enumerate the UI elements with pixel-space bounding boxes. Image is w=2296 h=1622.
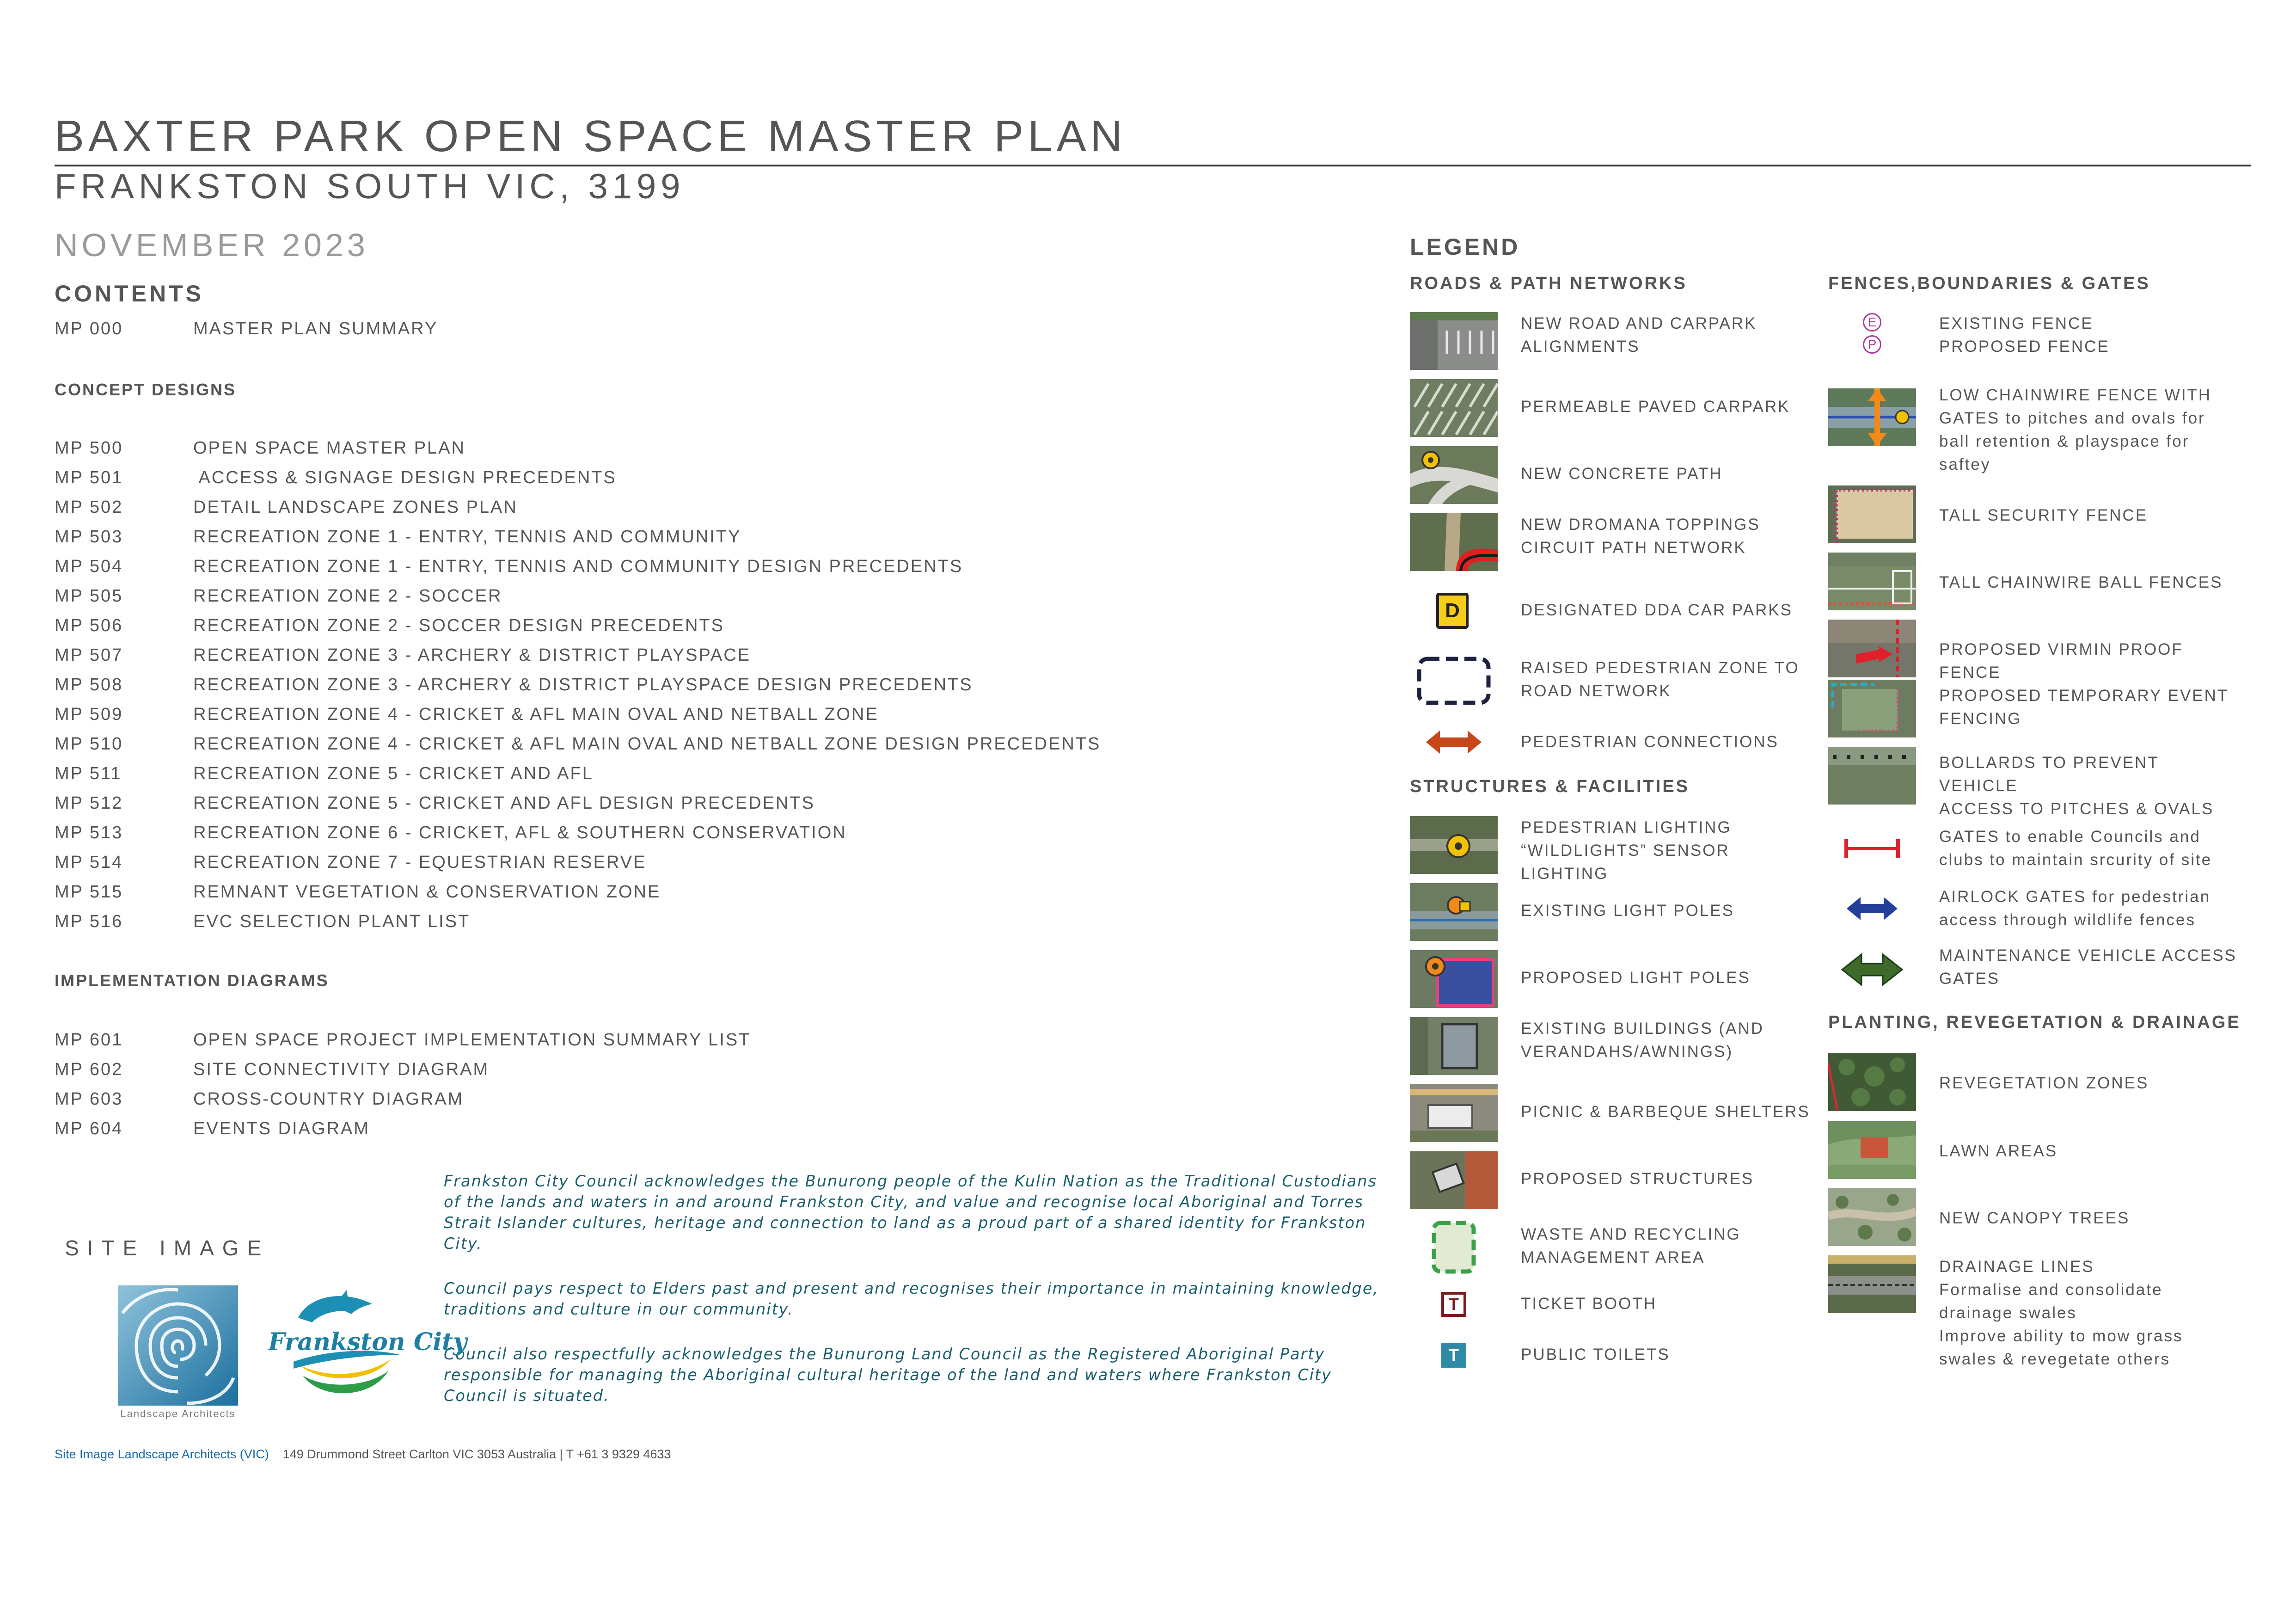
legend-item-airlock-gate [1828,885,2244,946]
legend-label: PUBLIC TOILETS [1521,1346,1670,1364]
footer [55,1447,671,1462]
sheet-code: MP 000 [55,319,123,338]
contents-row[interactable] [55,645,1256,675]
sheet-title: REMNANT VEGETATION & CONSERVATION ZONE [193,882,661,902]
implementation-diagrams-heading: IMPLEMENTATION DIAGRAMS [55,971,329,990]
acknowledgement-paragraph: Council also respectfully acknowledges the Bunurong Land Council as the Registered Aboriginal Party responsible for managing the Aboriginal cultural heritage of the land and waters where Frankston City Council is situated. [444,1345,1332,1405]
legend-label: BOLLARDS TO PREVENT VEHICLE [1939,754,2159,795]
footer-address: 149 Drummond Street Carlton VIC 3053 Australia | T +61 3 9329 4633 [282,1447,671,1461]
legend-item-raised-zone [1410,652,1826,712]
sheet-title: RECREATION ZONE 4 - CRICKET & AFL MAIN OVAL AND NETBALL ZONE DESIGN PRECEDENTS [193,734,1101,754]
legend-label: CIRCUIT PATH NETWORK [1521,539,1746,557]
contents-row[interactable] [55,1030,1256,1060]
legend-label: AIRLOCK GATES for pedestrian [1939,888,2211,906]
sheet-code: MP 510 [55,734,123,754]
contents-row[interactable] [55,586,1256,616]
legend-item-public-toilet [1410,1341,1826,1401]
contents-row[interactable] [55,823,1256,853]
sheet-code: MP 513 [55,823,123,842]
legend-label: EXISTING LIGHT POLES [1521,902,1734,920]
legend-label: drainage swales [1939,1304,2077,1322]
legend-label: EXISTING BUILDINGS (AND [1521,1020,1764,1038]
lawn-icon [1828,1121,1916,1179]
legend-item-proposed-structure [1410,1151,1826,1211]
sheet-title: RECREATION ZONE 3 - ARCHERY & DISTRICT PLAYSPACE [193,645,751,665]
sheet-title: OPEN SPACE MASTER PLAN [193,438,465,458]
legend-label: NEW CANOPY TREES [1939,1209,2130,1227]
sheet-code: MP 511 [55,764,122,783]
legend-label: “WILDLIGHTS” SENSOR LIGHTING [1521,842,1730,883]
dda-carpark-icon [1410,587,1498,645]
contents-row[interactable] [55,557,1256,586]
legend-label: clubs to maintain srcurity of site [1939,851,2212,869]
site-image-subtitle: Landscape Architects [120,1408,236,1419]
fence-marker-icon [1828,312,1916,370]
legend-label: VERANDAHS/AWNINGS) [1521,1043,1733,1061]
legend-label: DRAINAGE LINES [1939,1258,2094,1276]
contents-row[interactable] [55,616,1256,645]
legend-label: PEDESTRIAN LIGHTING [1521,818,1732,836]
legend-label: PROPOSED LIGHT POLES [1521,969,1751,987]
legend-item-drainage [1828,1255,2244,1368]
proposed-structure-icon [1410,1151,1498,1209]
sheet-code: MP 514 [55,853,123,872]
legend-item-maintenance-gate [1828,944,2244,1004]
contents-row[interactable] [55,882,1256,912]
sheet-title: RECREATION ZONE 5 - CRICKET AND AFL DESIGN PRECEDENTS [193,793,815,813]
legend-label: NEW ROAD AND CARPARK [1521,314,1757,332]
toilet-glyph: T [1441,1343,1466,1368]
legend-item-security-fence [1828,485,2244,546]
legend-label: DESIGNATED DDA CAR PARKS [1521,601,1793,619]
contents-row[interactable] [55,734,1256,764]
legend-item-picnic-shelter [1410,1084,1826,1144]
legend-label: saftey [1939,455,1991,473]
legend-label: LOW CHAINWIRE FENCE WITH [1939,386,2212,404]
legend-label: access through wildlife fences [1939,911,2196,929]
legend-label: NEW CONCRETE PATH [1521,465,1723,483]
sheet-title: SITE CONNECTIVITY DIAGRAM [193,1060,490,1079]
legend-label: PEDESTRIAN CONNECTIONS [1521,733,1779,751]
airlock-gate-icon [1828,885,1916,943]
legend-label: PROPOSED STRUCTURES [1521,1170,1754,1188]
legend-label: FENCING [1939,710,2022,728]
sheet-title: RECREATION ZONE 1 - ENTRY, TENNIS AND COMMUNITY DESIGN PRECEDENTS [193,557,963,576]
document-date: NOVEMBER 2023 [55,227,369,263]
legend-item-waste-area [1410,1218,1826,1278]
ticket-glyph: T [1441,1292,1466,1317]
public-toilet-icon [1410,1341,1498,1399]
sheet-code: MP 507 [55,645,123,665]
sheet-title: RECREATION ZONE 4 - CRICKET & AFL MAIN OVAL AND NETBALL ZONE [193,705,879,724]
security-fence-icon [1828,485,1916,543]
legend-item-ball-fence [1828,553,2244,613]
contents-row[interactable] [55,527,1256,557]
sheet-code: MP 501 [55,468,123,487]
legend-label: ACCESS TO PITCHES & OVALS [1939,800,2214,818]
sheet-title: RECREATION ZONE 2 - SOCCER DESIGN PRECEDENTS [193,616,724,635]
legend-label: GATES [1939,970,2000,988]
legend-item-paved-carpark [1410,379,1826,439]
document-title: BAXTER PARK OPEN SPACE MASTER PLAN [55,111,1127,161]
legend-planting-heading: PLANTING, REVEGETATION & DRAINAGE [1828,1013,2241,1032]
legend-item-low-chainwire-fence [1828,386,2244,473]
legend-item-lawn [1828,1121,2244,1181]
sheet-code: MP 603 [55,1089,123,1109]
legend-label: ALIGNMENTS [1521,338,1640,356]
legend-item-fence-markers [1828,312,2244,372]
legend-heading: LEGEND [1410,234,1520,260]
sheet-title: MASTER PLAN SUMMARY [193,319,438,338]
legend-label: WASTE AND RECYCLING [1521,1225,1741,1243]
sheet-title: RECREATION ZONE 3 - ARCHERY & DISTRICT PLAYSPACE DESIGN PRECEDENTS [193,675,973,694]
sheet-title: RECREATION ZONE 5 - CRICKET AND AFL [193,764,594,783]
legend-item-dromana-path [1410,513,1826,573]
legend-label: PICNIC & BARBEQUE SHELTERS [1521,1103,1810,1121]
legend-item-concrete-path [1410,446,1826,506]
legend-label: PROPOSED FENCE [1939,338,2110,356]
legend-label: PROPOSED TEMPORARY EVENT [1939,687,2229,705]
sheet-title: RECREATION ZONE 7 - EQUESTRIAN RESERVE [193,853,647,872]
legend-item-existing-building [1410,1017,1826,1077]
contents-row[interactable] [55,853,1256,882]
waste-area-icon [1410,1218,1498,1276]
bollard-icon [1828,747,1916,805]
legend-label: NEW DROMANA TOPPINGS [1521,516,1760,534]
picnic-shelter-icon [1410,1084,1498,1142]
legend-item-existing-light-pole [1410,883,1826,943]
footer-company[interactable]: Site Image Landscape Architects (VIC) [55,1447,269,1461]
legend-structures-heading: STRUCTURES & FACILITIES [1410,777,1690,796]
contents-row[interactable] [55,675,1256,705]
contents-row[interactable] [55,705,1256,734]
sheet-code: MP 500 [55,438,123,458]
dromana-path-icon [1410,513,1498,571]
legend-item-canopy-tree [1828,1188,2244,1248]
legend-label: TALL CHAINWIRE BALL FENCES [1939,573,2223,591]
gate-icon [1828,825,1916,883]
legend-item-dda-carpark [1410,587,1826,647]
ball-fence-icon [1828,553,1916,610]
vermin-fence-icon [1828,620,1916,677]
legend-label: TICKET BOOTH [1521,1295,1657,1313]
contents-row[interactable] [55,1119,1256,1149]
concept-designs-heading: CONCEPT DESIGNS [55,380,237,399]
canopy-tree-icon [1828,1188,1916,1246]
sheet-title: ACCESS & SIGNAGE DESIGN PRECEDENTS [193,468,617,487]
dda-glyph: D [1436,593,1469,629]
legend-item-event-fence [1828,680,2244,740]
existing-light-pole-icon [1410,883,1498,941]
pedestrian-connection-icon [1410,719,1498,777]
contents-row[interactable] [55,1060,1256,1089]
legend-item-gate [1828,825,2244,885]
sheet-title: RECREATION ZONE 6 - CRICKET, AFL & SOUTHERN CONSERVATION [193,823,847,842]
low-chainwire-fence-icon [1828,388,1916,446]
acknowledgement-paragraph: Frankston City Council acknowledges the Bunurong people of the Kulin Nation as the Traditional Custodians of the lands and waters in and around Frankston City, and value and recognise local Aboriginal and Torres Strait Islander cultures, heritage and connection to land as a proud part of a shared identity for Frankston City. [444,1172,1377,1253]
proposed-light-pole-icon [1410,950,1498,1008]
legend-fences-heading: FENCES,BOUNDARIES & GATES [1828,274,2150,293]
contents-row[interactable] [55,468,1256,498]
legend-item-vermin-fence [1828,620,2244,680]
legend-label: Formalise and consolidate [1939,1281,2163,1299]
legend-item-pedestrian-connection [1410,719,1826,779]
sheet-title: DETAIL LANDSCAPE ZONES PLAN [193,498,518,517]
sheet-code: MP 602 [55,1060,123,1079]
contents-row[interactable] [55,438,1256,468]
sheet-code: MP 516 [55,912,123,931]
sheet-code: MP 505 [55,586,123,606]
legend-item-road-carpark [1410,312,1826,372]
existing-building-icon [1410,1017,1498,1075]
site-image-wordmark: SITE IMAGE [65,1236,270,1260]
legend-roads-heading: ROADS & PATH NETWORKS [1410,274,1687,293]
legend-label: PROPOSED VIRMIN PROOF FENCE [1939,640,2183,682]
legend-label: RAISED PEDESTRIAN ZONE TO [1521,659,1800,677]
legend-label: GATES to enable Councils and [1939,828,2201,846]
legend-item-revegetation [1828,1053,2244,1113]
sheet-code: MP 509 [55,705,123,724]
contents-heading: CONTENTS [55,281,204,307]
legend-label: PERMEABLE PAVED CARPARK [1521,398,1790,416]
sheet-code: MP 515 [55,882,123,902]
sheet-title: OPEN SPACE PROJECT IMPLEMENTATION SUMMARY LIST [193,1030,751,1050]
sheet-title: RECREATION ZONE 1 - ENTRY, TENNIS AND COMMUNITY [193,527,741,547]
sheet-code: MP 504 [55,557,123,576]
drainage-icon [1828,1255,1916,1313]
sheet-title: EVC SELECTION PLANT LIST [193,912,471,931]
legend-item-bollard [1828,747,2244,818]
legend-label: LAWN AREAS [1939,1142,2058,1160]
event-fence-icon [1828,680,1916,737]
legend-label: MANAGEMENT AREA [1521,1248,1705,1266]
legend-label: ball retention & playspace for [1939,432,2190,450]
maintenance-gate-icon [1828,944,1916,1002]
proposed-fence-glyph: P [1863,335,1881,354]
ticket-booth-icon [1410,1290,1498,1348]
legend-label: GATES to pitches and ovals for [1939,409,2205,427]
contents-row[interactable] [55,764,1256,793]
paved-carpark-icon [1410,379,1498,437]
site-image-logo-icon [118,1285,238,1406]
sheet-title: EVENTS DIAGRAM [193,1119,370,1138]
legend-label: MAINTENANCE VEHICLE ACCESS [1939,946,2237,965]
pedestrian-lighting-icon [1410,816,1498,874]
revegetation-icon [1828,1053,1916,1111]
legend-item-pedestrian-lighting [1410,816,1826,883]
sheet-code: MP 503 [55,527,123,547]
legend-label: EXISTING FENCE [1939,314,2094,332]
legend-label: Improve ability to mow grass [1939,1327,2183,1345]
sheet-code: MP 604 [55,1119,123,1138]
acknowledgement-of-country [444,1171,1391,1430]
frankston-city-logo [266,1285,467,1406]
existing-fence-glyph: E [1863,313,1881,332]
legend-label: swales & revegetate others [1939,1350,2171,1368]
contents-row[interactable] [55,1089,1256,1119]
legend-item-proposed-light-pole [1410,950,1826,1010]
sheet-code: MP 508 [55,675,123,694]
frankston-city-wordmark: Frankston City [268,1328,467,1356]
document-subtitle: FRANKSTON SOUTH VIC, 3199 [55,167,685,206]
contents-row[interactable] [55,319,1256,349]
sheet-code: MP 506 [55,616,123,635]
sheet-title: CROSS-COUNTRY DIAGRAM [193,1089,464,1109]
concrete-path-icon [1410,446,1498,504]
sheet-code: MP 502 [55,498,123,517]
legend-label: TALL SECURITY FENCE [1939,506,2148,524]
sheet-code: MP 512 [55,793,123,813]
acknowledgement-paragraph: Council pays respect to Elders past and present and recognises their importance in maintaining knowledge, traditions and culture in our community. [444,1279,1379,1318]
legend-label: REVEGETATION ZONES [1939,1074,2149,1092]
contents-row[interactable] [55,793,1256,823]
sheet-code: MP 601 [55,1030,123,1050]
raised-zone-icon [1410,652,1498,710]
road-carpark-icon [1410,312,1498,370]
sheet-title: RECREATION ZONE 2 - SOCCER [193,586,502,606]
legend-label: ROAD NETWORK [1521,682,1671,700]
contents-row[interactable] [55,912,1256,941]
contents-row[interactable] [55,498,1256,527]
